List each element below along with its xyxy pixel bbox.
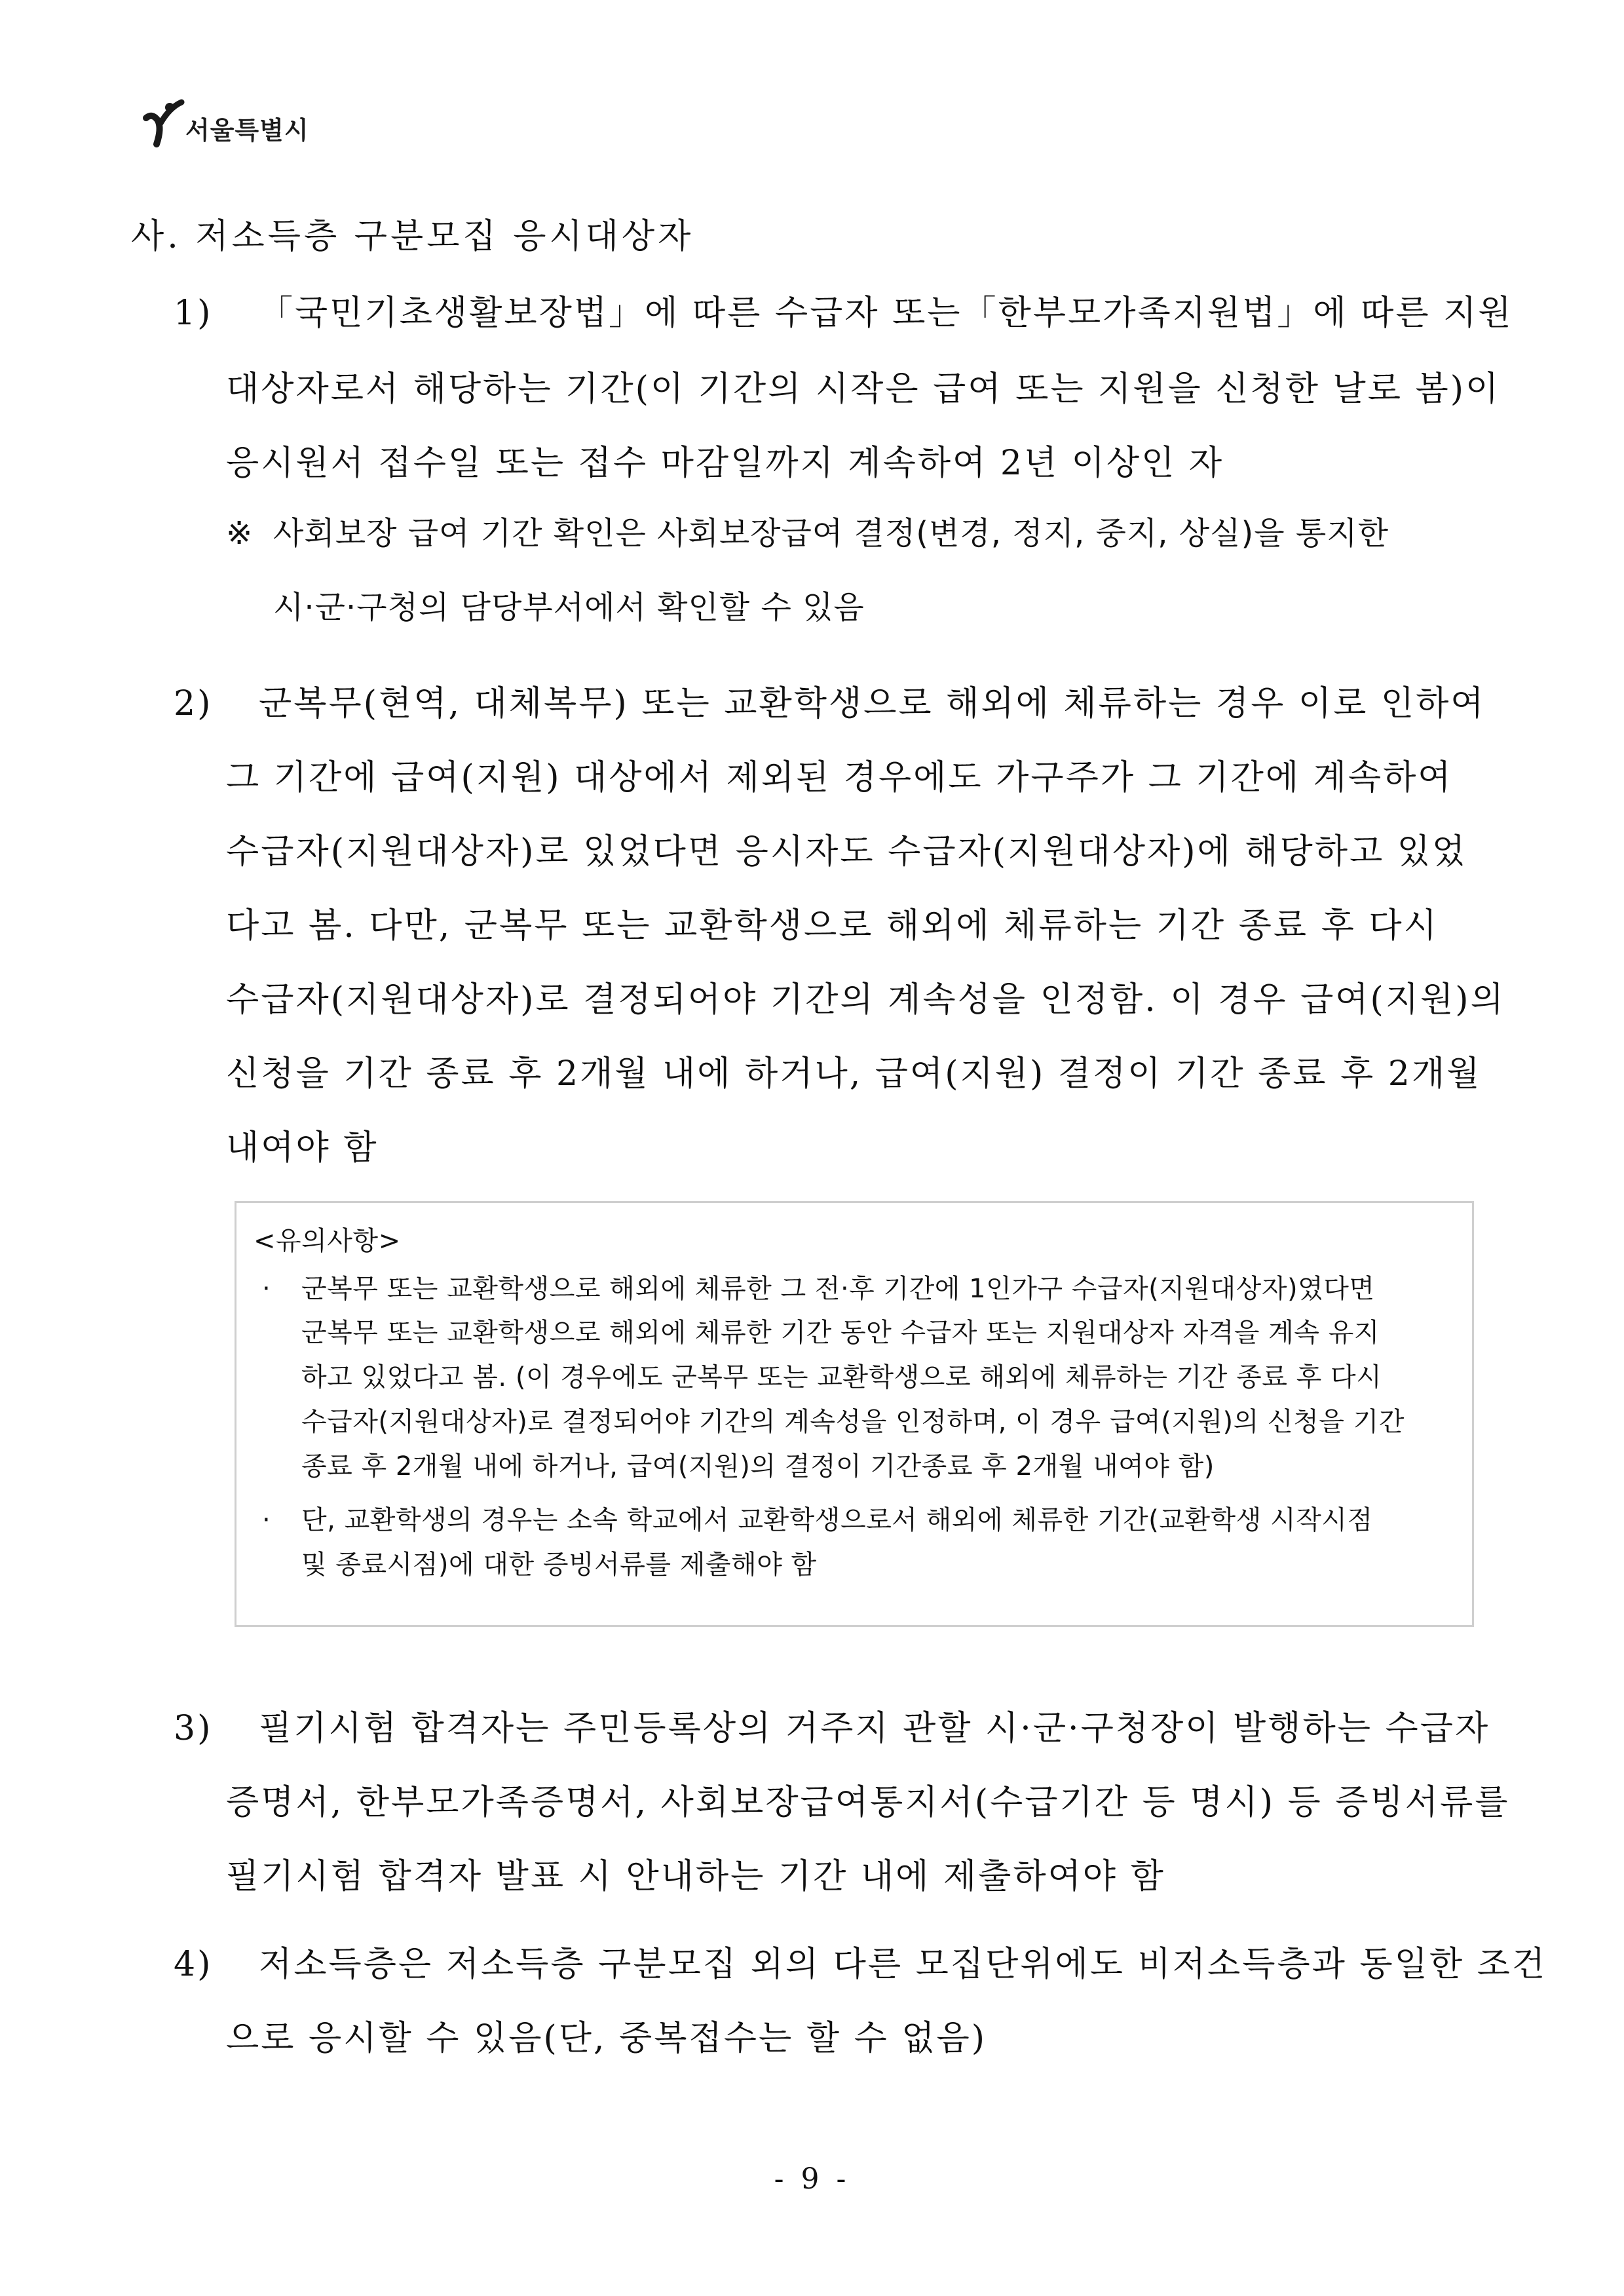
notice-bullet-1-line-3: 하고 있었다고 봄. (이 경우에도 군복무 또는 교환학생으로 해외에 체류하는 기간 종료 후 다시: [301, 1362, 1382, 1392]
reference-mark: ※: [226, 515, 254, 552]
item-2-line-7: 내여야 함: [226, 1128, 379, 1168]
bullet-mark: ·: [262, 1274, 271, 1304]
notice-title: <유의사항>: [254, 1226, 401, 1256]
section-title: 사. 저소득층 구분모집 응시대상자: [131, 217, 694, 256]
item-3-line-3: 필기시험 합격자 발표 시 안내하는 기간 내에 제출하여야 함: [226, 1857, 1165, 1896]
item-1-number: 1): [174, 294, 213, 333]
notice-bullet-1-line-4: 수급자(지원대상자)로 결정되어야 기간의 계속성을 인정하며, 이 경우 급여(지원)의 신청을 기간: [301, 1407, 1405, 1437]
item-1-line-2: 대상자로서 해당하는 기간(이 기간의 시작은 급여 또는 지원을 신청한 날로 봄)이: [226, 370, 1501, 409]
bullet-mark: ·: [262, 1505, 271, 1535]
item-2-line-5: 수급자(지원대상자)로 결정되어야 기간의 계속성을 인정함. 이 경우 급여(지원)의: [226, 980, 1505, 1020]
notice-bullet-2-line-1: · 단, 교환학생의 경우는 소속 학교에서 교환학생으로서 해외에 체류한 기간(교환학생 시작시점: [262, 1505, 1373, 1535]
item-4-line-1: 4) 저소득층은 저소득층 구분모집 외의 다른 모집단위에도 비저소득층과 동일한 조건: [174, 1945, 1547, 1984]
item-1-note-line-1: ※ 사회보장 급여 기간 확인은 사회보장급여 결정(변경, 정지, 중지, 상실)을 통지한: [226, 515, 1389, 552]
notice-bullet-1-line-2: 군복무 또는 교환학생으로 해외에 체류한 기간 동안 수급자 또는 지원대상자 자격을 계속 유지: [301, 1318, 1380, 1348]
item-1-line-1: 1) 「국민기초생활보장법」에 따른 수급자 또는「한부모가족지원법」에 따른 지원: [174, 294, 1513, 333]
item-2-line-2: 그 기간에 급여(지원) 대상에서 제외된 경우에도 가구주가 그 기간에 계속하여: [226, 758, 1453, 797]
item-2-line-1: 2) 군복무(현역, 대체복무) 또는 교환학생으로 해외에 체류하는 경우 이로 인하여: [174, 684, 1486, 723]
item-2-line-3: 수급자(지원대상자)로 있었다면 응시자도 수급자(지원대상자)에 해당하고 있었: [226, 832, 1467, 871]
item-2-number: 2): [174, 684, 213, 723]
item-2-line-4: 다고 봄. 다만, 군복무 또는 교환학생으로 해외에 체류하는 기간 종료 후 다시: [226, 906, 1439, 946]
logo-text: 서울특별시: [185, 116, 309, 145]
notice-bullet-2-line-2: 및 종료시점)에 대한 증빙서류를 제출해야 함: [301, 1550, 817, 1580]
page-number: - 9 -: [774, 2162, 850, 2196]
notice-bullet-1-line-5: 종료 후 2개월 내에 하거나, 급여(지원)의 결정이 기간종료 후 2개월 내여야 함): [301, 1451, 1215, 1482]
item-1-line-3: 응시원서 접수일 또는 접수 마감일까지 계속하여 2년 이상인 자: [226, 444, 1224, 483]
item-1-note-line-2: 시·군·구청의 담당부서에서 확인할 수 있음: [273, 589, 865, 626]
seoul-city-symbol-icon: [141, 98, 187, 149]
item-3-line-1: 3) 필기시험 합격자는 주민등록상의 거주지 관할 시·군·구청장이 발행하는 수급자: [174, 1709, 1490, 1748]
item-4-number: 4): [174, 1945, 213, 1984]
item-4-line-2: 으로 응시할 수 있음(단, 중복접수는 할 수 없음): [226, 2019, 987, 2058]
item-2-line-6: 신청을 기간 종료 후 2개월 내에 하거나, 급여(지원) 결정이 기간 종료 후 2개월: [226, 1054, 1482, 1094]
notice-bullet-1-line-1: · 군복무 또는 교환학생으로 해외에 체류한 그 전·후 기간에 1인가구 수급자(지원대상자)였다면: [262, 1274, 1375, 1304]
item-3-number: 3): [174, 1709, 213, 1748]
item-3-line-2: 증명서, 한부모가족증명서, 사회보장급여통지서(수급기간 등 명시) 등 증빙서류를: [226, 1783, 1510, 1822]
